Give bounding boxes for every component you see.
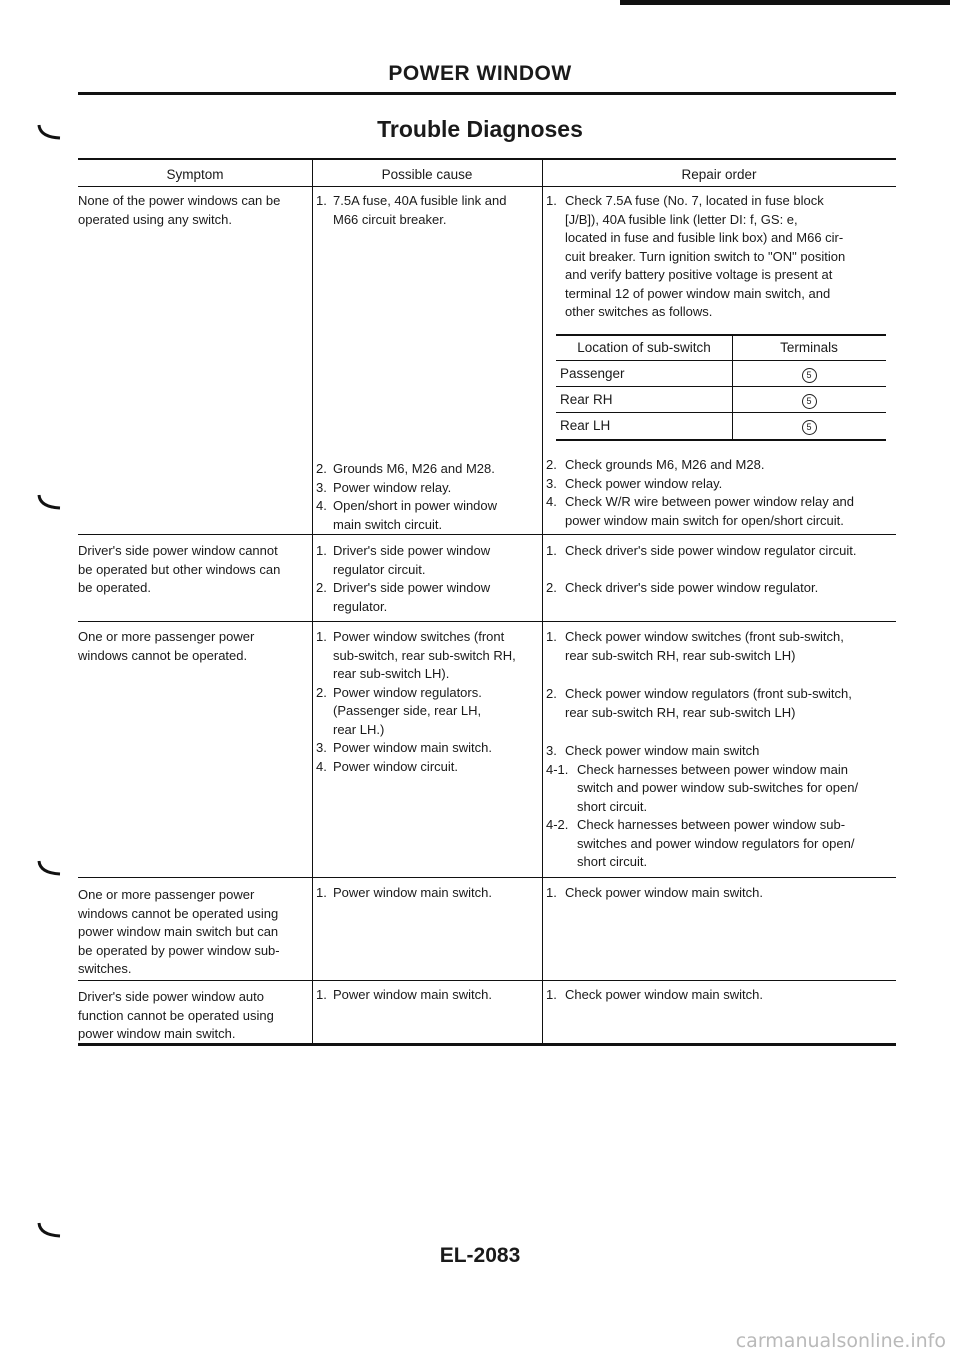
corner-mark-icon bbox=[36, 860, 62, 876]
subtable-top-rule bbox=[556, 334, 886, 336]
item-number: 2. bbox=[316, 461, 327, 476]
list-item bbox=[546, 579, 890, 598]
cause-list bbox=[316, 542, 538, 616]
location-cell: Passenger bbox=[560, 366, 625, 381]
item-text: Check 7.5A fuse (No. 7, located in fuse block [J/B]), 40A fusible link (letter DI: f, GS: e, located in fuse and fusible link box) and M66 cir- cuit breaker. Turn ignition switch to "ON" position and verify battery positive voltage is present at terminal 12 of power window main switch, and other switches as follows. bbox=[565, 193, 846, 319]
row-rule bbox=[78, 980, 896, 981]
terminal-cell: 5 bbox=[802, 368, 817, 383]
item-number: 4-2. bbox=[546, 817, 569, 832]
item-number: 3. bbox=[546, 475, 557, 491]
item-text: Power window relay. bbox=[333, 479, 452, 495]
terminal-cell: 5 bbox=[802, 420, 817, 435]
location-cell: Rear LH bbox=[560, 418, 611, 433]
item-number: 3. bbox=[316, 740, 327, 755]
item-number: 2. bbox=[316, 580, 327, 595]
list-item bbox=[316, 579, 538, 616]
list-item bbox=[546, 192, 890, 322]
watermark: carmanualsonline.info bbox=[735, 1330, 946, 1352]
item-text: Power window regulators. (Passenger side, rear LH, rear LH.) bbox=[333, 684, 482, 737]
item-text: Check driver's side power window regulator. bbox=[565, 580, 819, 595]
symptom-cell: Driver's side power window auto function cannot be operated using power window main switch. bbox=[78, 989, 274, 1041]
subtable-rule bbox=[556, 386, 886, 387]
repair-list bbox=[546, 628, 890, 872]
table-top-rule bbox=[78, 158, 896, 160]
item-text: Driver's side power window regulator. bbox=[333, 580, 491, 614]
location-cell: Rear RH bbox=[560, 392, 613, 407]
item-text: Check power window relay. bbox=[565, 475, 723, 491]
list-item bbox=[546, 816, 890, 872]
repair-list bbox=[546, 884, 890, 903]
list-item bbox=[316, 684, 538, 740]
item-text: Power window main switch. bbox=[333, 987, 492, 1002]
top-edge-bar bbox=[620, 0, 950, 5]
item-number: 1. bbox=[316, 987, 327, 1002]
item-number: 2. bbox=[546, 580, 557, 595]
corner-mark-icon bbox=[36, 124, 62, 140]
item-text: Open/short in power window main switch circuit. bbox=[333, 498, 498, 532]
item-text: Check power window main switch. bbox=[565, 987, 763, 1002]
item-number: 2. bbox=[546, 457, 557, 472]
symptom-cell: None of the power windows can be operated using any switch. bbox=[78, 193, 281, 227]
item-number: 1. bbox=[546, 193, 557, 208]
list-item bbox=[316, 479, 538, 498]
item-text: Power window switches (front sub-switch, rear sub-switch RH, rear sub-switch LH). bbox=[333, 629, 516, 681]
list-item bbox=[546, 628, 890, 685]
item-text: Power window circuit. bbox=[333, 758, 458, 774]
trouble-diagnoses-table bbox=[78, 158, 896, 1048]
list-item bbox=[546, 685, 890, 742]
item-text: Check power window regulators (front sub-switch, rear sub-switch RH, rear sub-switch LH) bbox=[565, 686, 852, 720]
symptom-cell: Driver's side power window cannot be operated but other windows can be operated. bbox=[78, 543, 281, 595]
column-divider bbox=[312, 158, 313, 1044]
symptom-cell: One or more passenger power windows cannot be operated. bbox=[78, 629, 255, 663]
list-item bbox=[546, 986, 890, 1005]
list-item bbox=[546, 761, 890, 817]
cause-list bbox=[316, 628, 538, 776]
item-number: 1. bbox=[546, 629, 557, 644]
subtable-header-location: Location of sub-switch bbox=[577, 340, 711, 355]
list-item bbox=[316, 460, 538, 479]
item-number: 2. bbox=[316, 684, 327, 700]
list-item bbox=[316, 497, 538, 534]
row-rule bbox=[78, 877, 896, 878]
item-text: Check harnesses between power window main switch and power window sub-switches for open/ short circuit. bbox=[577, 761, 859, 814]
repair-list bbox=[546, 456, 890, 530]
item-text: Check W/R wire between power window relay and power window main switch for open/short circuit. bbox=[565, 494, 855, 528]
sub-switch-table bbox=[556, 334, 886, 444]
list-item bbox=[546, 742, 890, 761]
subtable-rule bbox=[556, 360, 886, 361]
corner-mark-icon bbox=[36, 1222, 62, 1238]
header-repair-order: Repair order bbox=[681, 167, 757, 182]
cause-list bbox=[316, 192, 538, 229]
item-text: Driver's side power window regulator circuit. bbox=[333, 543, 491, 577]
list-item bbox=[316, 628, 538, 684]
item-text: 7.5A fuse, 40A fusible link and M66 circuit breaker. bbox=[333, 193, 507, 227]
list-item bbox=[546, 542, 890, 579]
item-number: 4. bbox=[546, 494, 557, 509]
item-number: 1. bbox=[316, 193, 327, 208]
section-title: POWER WINDOW bbox=[388, 62, 572, 85]
subtable-bottom-rule bbox=[556, 439, 886, 441]
item-number: 1. bbox=[316, 629, 327, 644]
subtable-header-terminals: Terminals bbox=[780, 340, 838, 355]
item-text: Check power window switches (front sub-switch, rear sub-switch RH, rear sub-switch LH) bbox=[565, 629, 844, 663]
item-number: 4-1. bbox=[546, 761, 569, 777]
title-rule bbox=[78, 92, 896, 95]
item-text: Check grounds M6, M26 and M28. bbox=[565, 457, 765, 472]
item-number: 1. bbox=[316, 885, 327, 900]
item-text: Power window main switch. bbox=[333, 885, 492, 900]
row-rule bbox=[78, 621, 896, 622]
item-number: 4. bbox=[316, 758, 327, 774]
subtable-rule bbox=[556, 412, 886, 413]
page-title: Trouble Diagnoses bbox=[377, 116, 583, 142]
list-item bbox=[546, 884, 890, 903]
list-item bbox=[546, 493, 890, 530]
symptom-cell: One or more passenger power windows cannot be operated using power window main switch but can be operated by power window sub- switches. bbox=[78, 887, 280, 976]
list-item bbox=[316, 192, 538, 229]
header-rule bbox=[78, 186, 896, 187]
cause-list bbox=[316, 986, 538, 1005]
page-number: EL-2083 bbox=[439, 1244, 521, 1267]
header-symptom: Symptom bbox=[166, 167, 224, 182]
header-possible-cause: Possible cause bbox=[381, 167, 473, 182]
item-number: 1. bbox=[546, 543, 557, 558]
repair-list bbox=[546, 192, 890, 322]
column-divider bbox=[542, 158, 543, 1044]
list-item bbox=[546, 456, 890, 475]
item-number: 1. bbox=[546, 885, 557, 900]
item-text: Check driver's side power window regulator circuit. bbox=[565, 543, 857, 558]
list-item bbox=[316, 884, 538, 903]
item-number: 3. bbox=[316, 479, 327, 495]
list-item bbox=[316, 739, 538, 758]
corner-mark-icon bbox=[36, 494, 62, 510]
item-text: Check harnesses between power window sub- switches and power window regulators for open/ short circuit. bbox=[577, 817, 855, 869]
item-number: 1. bbox=[316, 543, 327, 558]
cause-list bbox=[316, 884, 538, 903]
list-item bbox=[316, 758, 538, 777]
item-number: 1. bbox=[546, 987, 557, 1002]
repair-list bbox=[546, 986, 890, 1005]
list-item bbox=[546, 475, 890, 494]
item-text: Power window main switch. bbox=[333, 740, 492, 755]
item-number: 2. bbox=[546, 686, 557, 701]
row-rule bbox=[78, 534, 896, 535]
terminal-cell: 5 bbox=[802, 394, 817, 409]
item-text: Check power window main switch. bbox=[565, 885, 763, 900]
list-item bbox=[316, 542, 538, 579]
list-item bbox=[316, 986, 538, 1005]
item-number: 3. bbox=[546, 743, 557, 758]
item-number: 4. bbox=[316, 498, 327, 513]
cause-list bbox=[316, 460, 538, 534]
item-text: Check power window main switch bbox=[565, 743, 760, 758]
repair-list bbox=[546, 542, 890, 598]
item-text: Grounds M6, M26 and M28. bbox=[333, 461, 495, 476]
